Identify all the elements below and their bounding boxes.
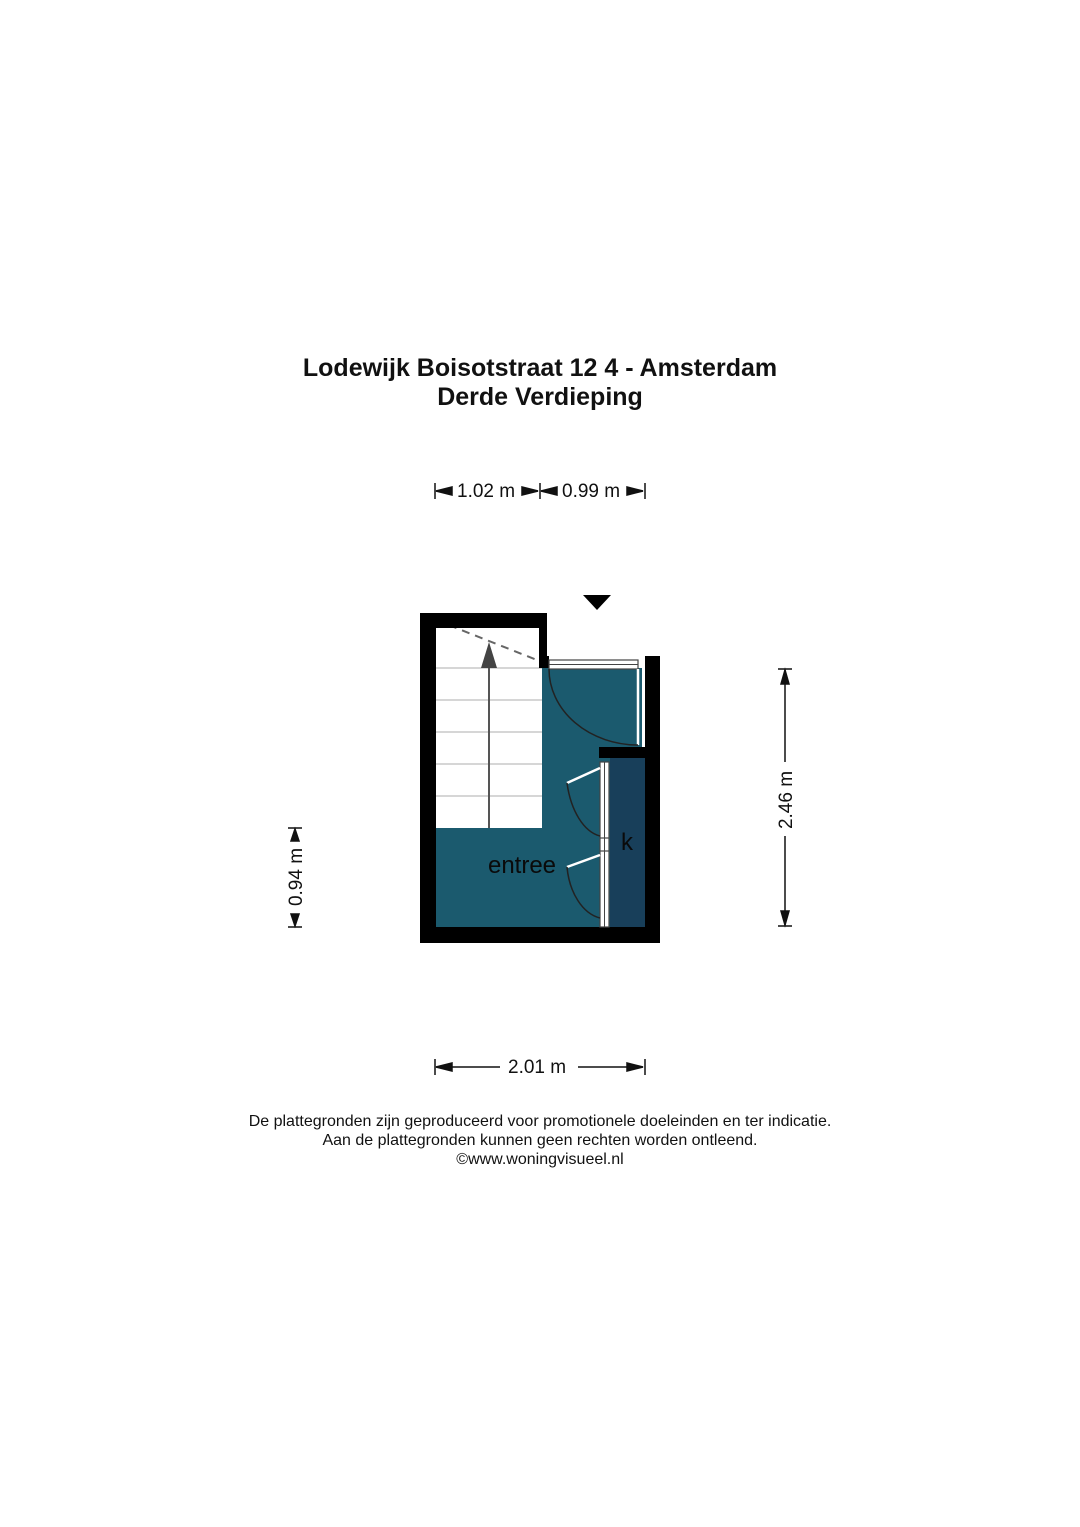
dimension-bottom-width: 2.01 m bbox=[508, 1057, 567, 1078]
disclaimer-line-2: Aan de plattegronden kunnen geen rechten worden ontleend. bbox=[322, 1132, 758, 1149]
room-label-entree: entree bbox=[487, 852, 557, 879]
entrance-marker-icon bbox=[583, 595, 611, 610]
dimension-left-height: 0.94 m bbox=[286, 847, 307, 907]
staircase bbox=[436, 620, 542, 828]
dimension-top-right-width: 0.99 m bbox=[562, 481, 621, 502]
disclaimer-line-1: De plattegronden zijn geproduceerd voor promotionele doeleinden en ter indicatie. bbox=[248, 1113, 832, 1130]
room-label-closet: k bbox=[621, 829, 633, 856]
plan-title-floor: Derde Verdieping bbox=[437, 383, 643, 411]
dimension-right-height: 2.46 m bbox=[776, 770, 797, 830]
dimension-top-left-width: 1.02 m bbox=[457, 481, 516, 502]
copyright-line: ©www.woningvisueel.nl bbox=[456, 1151, 624, 1168]
plan-title-address: Lodewijk Boisotstraat 12 4 - Amsterdam bbox=[302, 354, 778, 382]
